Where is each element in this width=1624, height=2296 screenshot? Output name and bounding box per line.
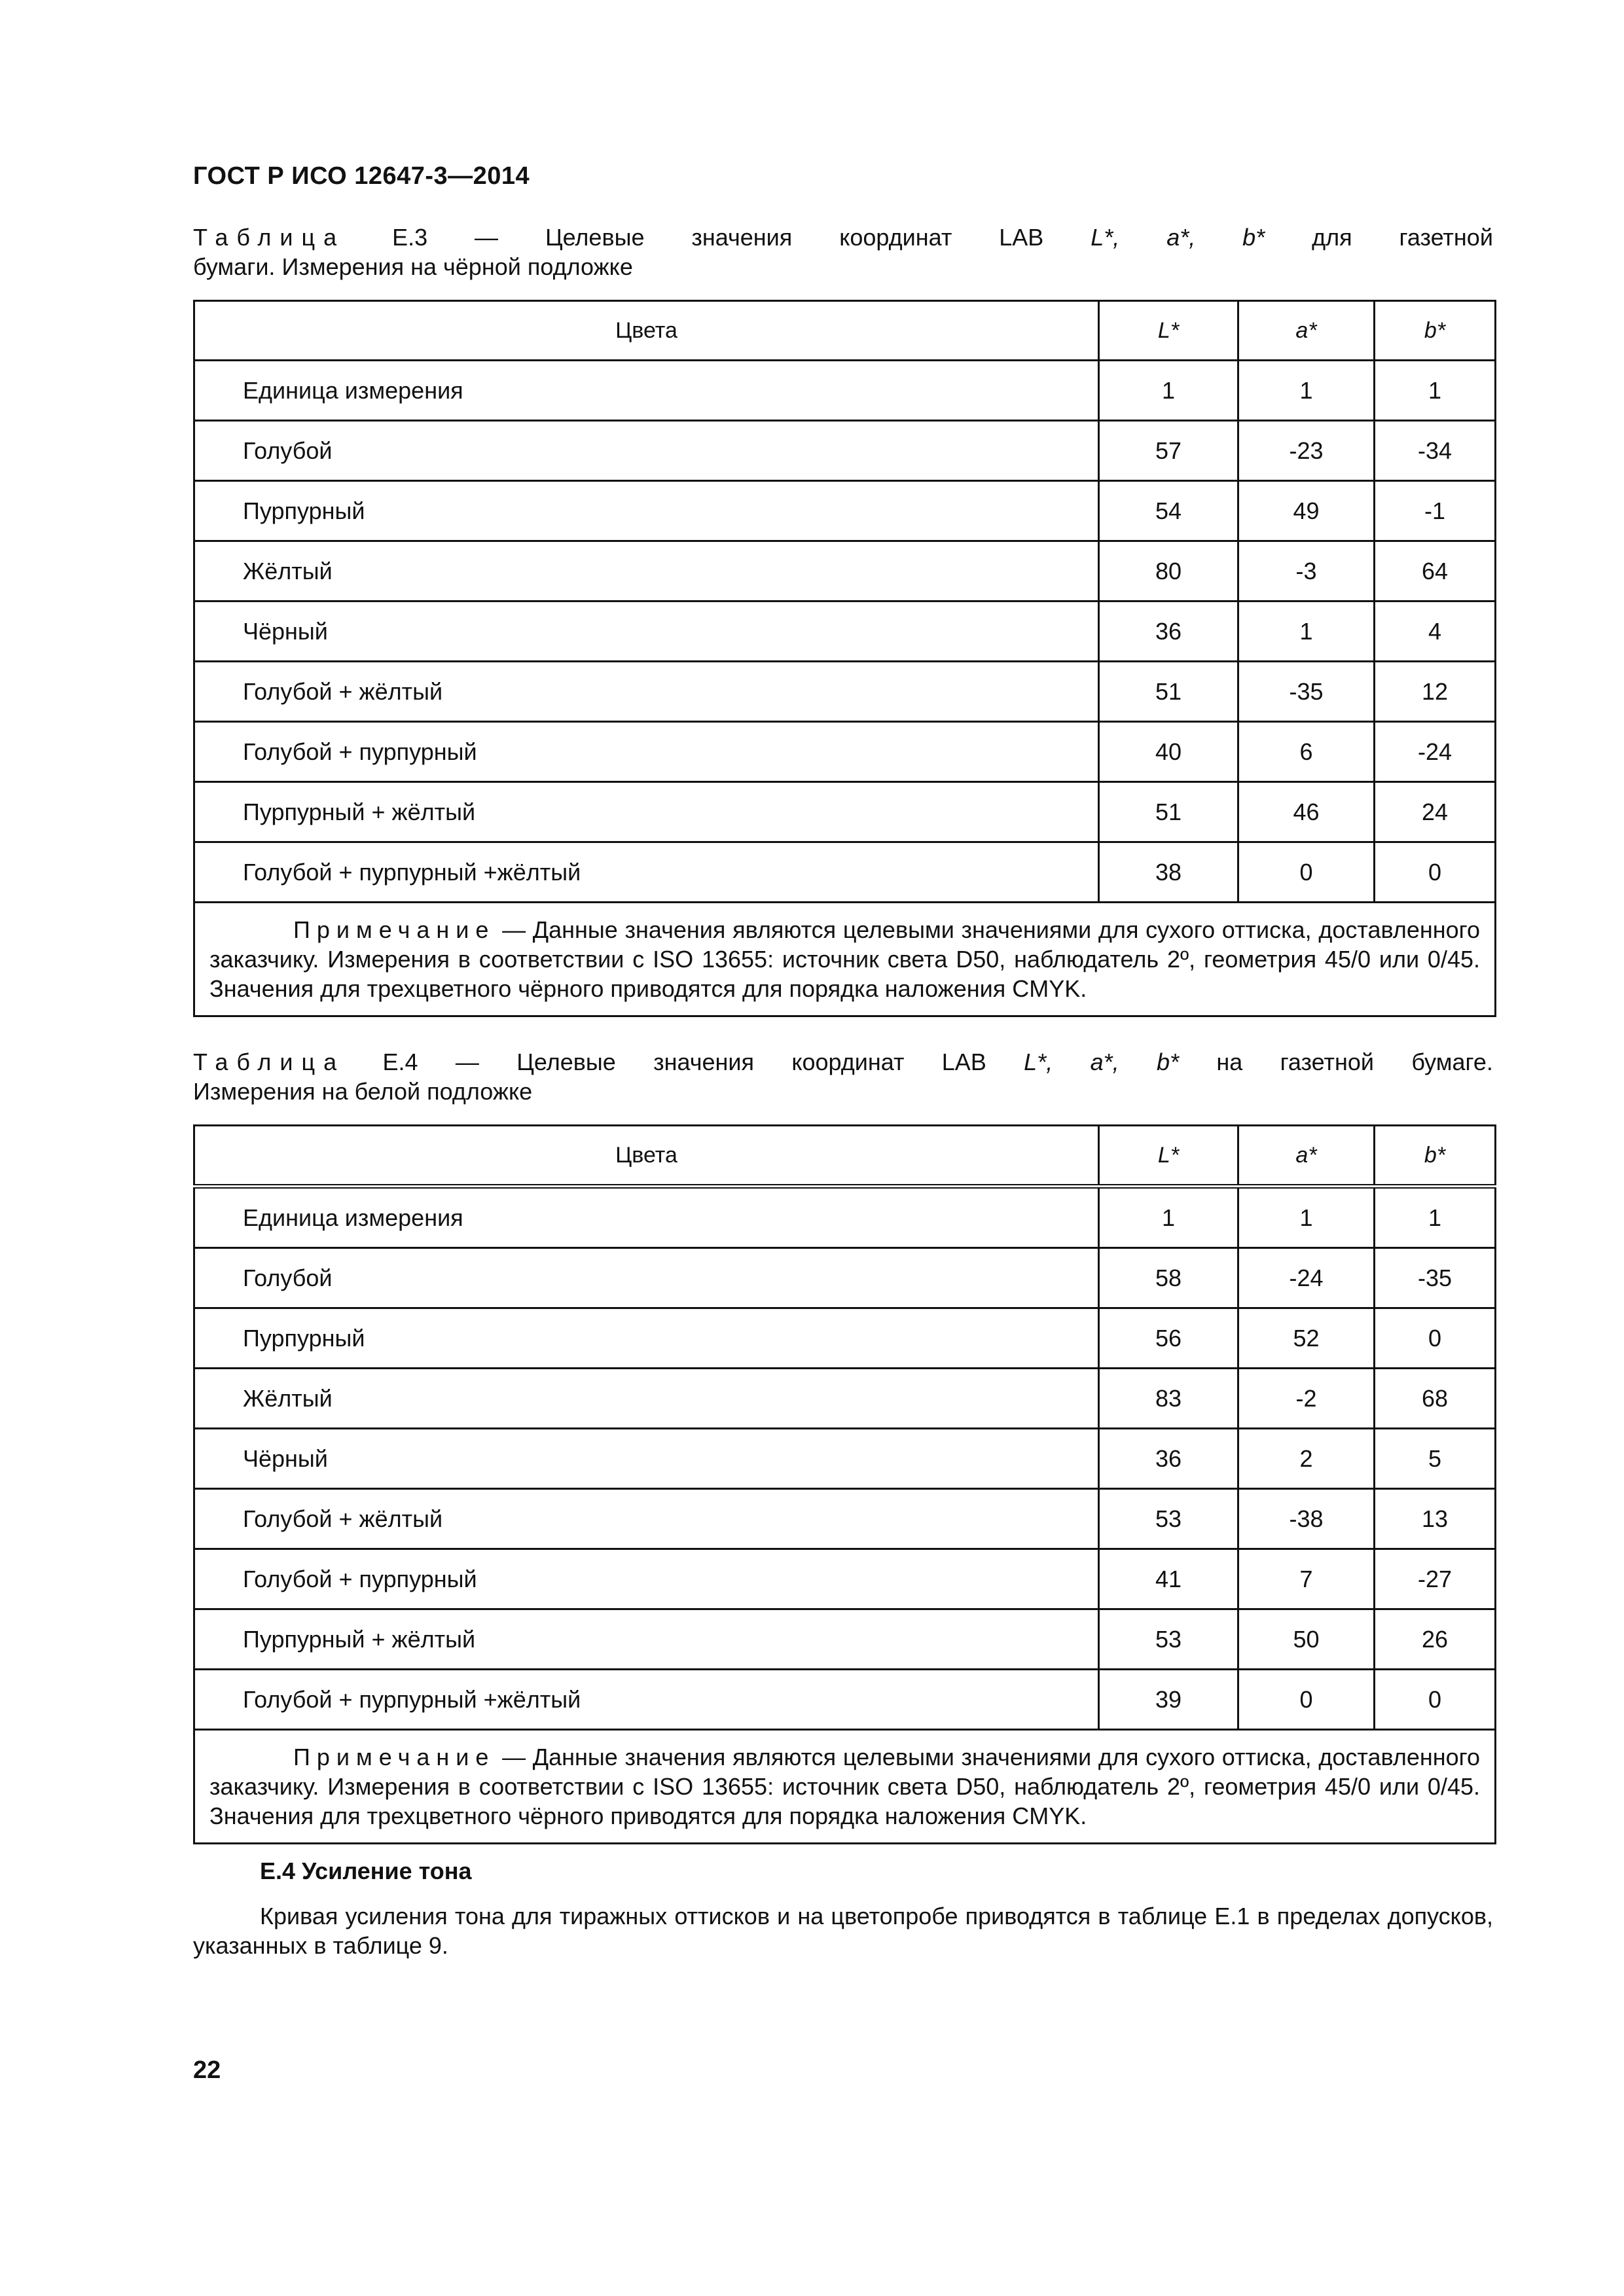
b-value-cell: -34 xyxy=(1375,421,1496,481)
column-header-colors: Цвета xyxy=(194,301,1099,361)
color-name-cell: Голубой xyxy=(194,421,1099,481)
section-body: Кривая усиления тона для тиражных оттисков и на цветопробе приводятся в таблице Е.1 в пределах допусков, указанных в таблице 9. xyxy=(193,1903,1493,1959)
caption-word: LAB xyxy=(941,1049,986,1075)
table-row xyxy=(194,1489,1496,1549)
color-name-cell: Голубой + пурпурный xyxy=(194,1549,1099,1609)
table-e4 xyxy=(193,1124,1496,1844)
table-row xyxy=(194,1609,1496,1670)
b-value-cell: -1 xyxy=(1375,481,1496,541)
a-value-cell: 6 xyxy=(1238,722,1375,782)
b-value-cell: 1 xyxy=(1375,361,1496,421)
color-name-cell: Пурпурный xyxy=(194,481,1099,541)
note-label: Примечание xyxy=(293,1744,496,1770)
caption-word: LAB xyxy=(999,224,1044,251)
table-row xyxy=(194,1248,1496,1308)
table-note-row xyxy=(194,1730,1496,1844)
table-header-row xyxy=(194,301,1496,361)
a-value-cell: 49 xyxy=(1238,481,1375,541)
l-value-cell: 40 xyxy=(1099,722,1238,782)
a-value-cell: -3 xyxy=(1238,541,1375,601)
caption-label: Таблица xyxy=(193,224,346,251)
table-e3-caption xyxy=(193,223,1493,281)
caption-word: на xyxy=(1216,1049,1243,1075)
color-name-cell: Голубой xyxy=(194,1248,1099,1308)
caption-number: Е.3 xyxy=(392,224,428,251)
caption-word: координат xyxy=(839,224,952,251)
table-row xyxy=(194,601,1496,662)
color-name-cell: Голубой + пурпурный xyxy=(194,722,1099,782)
caption-word: газетной xyxy=(1399,224,1493,251)
b-value-cell: 13 xyxy=(1375,1489,1496,1549)
table-row xyxy=(194,662,1496,722)
l-value-cell: 51 xyxy=(1099,782,1238,842)
color-name-cell: Чёрный xyxy=(194,1429,1099,1489)
l-value-cell: 53 xyxy=(1099,1489,1238,1549)
column-header-l: L* xyxy=(1099,301,1238,361)
b-value-cell: 1 xyxy=(1375,1187,1496,1248)
table-row xyxy=(194,481,1496,541)
color-name-cell: Чёрный xyxy=(194,601,1099,662)
note-label: Примечание xyxy=(293,916,496,943)
a-value-cell: 0 xyxy=(1238,842,1375,903)
b-value-cell: 12 xyxy=(1375,662,1496,722)
l-value-cell: 53 xyxy=(1099,1609,1238,1670)
table-row xyxy=(194,1670,1496,1730)
table-note-row xyxy=(194,903,1496,1016)
l-value-cell: 1 xyxy=(1099,1187,1238,1248)
b-value-cell: 0 xyxy=(1375,1308,1496,1369)
column-header-colors: Цвета xyxy=(194,1126,1099,1187)
table-row xyxy=(194,1429,1496,1489)
caption-a-star: a*, xyxy=(1166,224,1196,251)
column-header-a: a* xyxy=(1238,301,1375,361)
a-value-cell: 46 xyxy=(1238,782,1375,842)
l-value-cell: 36 xyxy=(1099,601,1238,662)
caption-word: значения xyxy=(691,224,793,251)
a-value-cell: 52 xyxy=(1238,1308,1375,1369)
caption-number: Е.4 xyxy=(382,1049,418,1075)
b-value-cell: 0 xyxy=(1375,1670,1496,1730)
b-value-cell: -35 xyxy=(1375,1248,1496,1308)
table-header-row xyxy=(194,1126,1496,1187)
a-value-cell: 50 xyxy=(1238,1609,1375,1670)
b-value-cell: 64 xyxy=(1375,541,1496,601)
table-e4-caption xyxy=(193,1047,1493,1106)
color-name-cell: Жёлтый xyxy=(194,1369,1099,1429)
section-heading: Е.4 Усиление тона xyxy=(260,1857,472,1884)
l-value-cell: 58 xyxy=(1099,1248,1238,1308)
caption-a-star: a*, xyxy=(1090,1049,1119,1075)
color-name-cell: Пурпурный + жёлтый xyxy=(194,782,1099,842)
l-value-cell: 54 xyxy=(1099,481,1238,541)
b-value-cell: 24 xyxy=(1375,782,1496,842)
caption-dash: — xyxy=(475,224,499,251)
b-value-cell: 68 xyxy=(1375,1369,1496,1429)
l-value-cell: 39 xyxy=(1099,1670,1238,1730)
l-value-cell: 38 xyxy=(1099,842,1238,903)
a-value-cell: 1 xyxy=(1238,601,1375,662)
caption-word: Целевые xyxy=(545,224,645,251)
table-note xyxy=(194,1730,1496,1844)
l-value-cell: 80 xyxy=(1099,541,1238,601)
table-note xyxy=(194,903,1496,1016)
b-value-cell: -24 xyxy=(1375,722,1496,782)
table-row xyxy=(194,361,1496,421)
color-name-cell: Голубой + жёлтый xyxy=(194,1489,1099,1549)
document-header: ГОСТ Р ИСО 12647-3—2014 xyxy=(193,162,530,190)
l-value-cell: 57 xyxy=(1099,421,1238,481)
a-value-cell: 0 xyxy=(1238,1670,1375,1730)
caption-b-star: b* xyxy=(1242,224,1265,251)
caption-word: для xyxy=(1312,224,1352,251)
a-value-cell: -38 xyxy=(1238,1489,1375,1549)
table-row xyxy=(194,782,1496,842)
l-value-cell: 36 xyxy=(1099,1429,1238,1489)
a-value-cell: 1 xyxy=(1238,361,1375,421)
note-text: — Данные значения являются целевыми значениями для сухого оттиска, доставленного заказчику. Измерения в соответствии с ISO 13655: источник света D50, наблюдатель 2º, геометрия 45/0 или 0/45. Значения для трехцветного чёрного приводятся для порядка наложения CMYK. xyxy=(209,1744,1480,1829)
b-value-cell: 5 xyxy=(1375,1429,1496,1489)
caption-word: Целевые xyxy=(516,1049,616,1075)
color-name-cell: Единица измерения xyxy=(194,1187,1099,1248)
caption-dash: — xyxy=(455,1049,479,1075)
caption-word: газетной xyxy=(1280,1049,1374,1075)
caption-label: Таблица xyxy=(193,1049,346,1075)
table-row xyxy=(194,1308,1496,1369)
a-value-cell: 1 xyxy=(1238,1187,1375,1248)
table-row xyxy=(194,1369,1496,1429)
b-value-cell: 0 xyxy=(1375,842,1496,903)
caption-l-star: L*, xyxy=(1091,224,1120,251)
b-value-cell: 26 xyxy=(1375,1609,1496,1670)
caption-l-star: L*, xyxy=(1024,1049,1053,1075)
color-name-cell: Голубой + пурпурный +жёлтый xyxy=(194,1670,1099,1730)
table-row xyxy=(194,1187,1496,1248)
column-header-l: L* xyxy=(1099,1126,1238,1187)
a-value-cell: -24 xyxy=(1238,1248,1375,1308)
caption-b-star: b* xyxy=(1156,1049,1179,1075)
b-value-cell: 4 xyxy=(1375,601,1496,662)
color-name-cell: Голубой + пурпурный +жёлтый xyxy=(194,842,1099,903)
a-value-cell: -2 xyxy=(1238,1369,1375,1429)
caption-line-2: бумаги. Измерения на чёрной подложке xyxy=(193,253,633,280)
note-text: — Данные значения являются целевыми значениями для сухого оттиска, доставленного заказчику. Измерения в соответствии с ISO 13655: источник света D50, наблюдатель 2º, геометрия 45/0 или 0/45. Значения для трехцветного чёрного приводятся для порядка наложения CMYK. xyxy=(209,916,1480,1002)
caption-word: бумаге. xyxy=(1411,1049,1493,1075)
column-header-a: a* xyxy=(1238,1126,1375,1187)
l-value-cell: 56 xyxy=(1099,1308,1238,1369)
table-e3 xyxy=(193,300,1496,1017)
column-header-b: b* xyxy=(1375,301,1496,361)
table-row xyxy=(194,541,1496,601)
table-row xyxy=(194,722,1496,782)
color-name-cell: Пурпурный xyxy=(194,1308,1099,1369)
table-row xyxy=(194,842,1496,903)
page-number: 22 xyxy=(193,2056,221,2084)
a-value-cell: 2 xyxy=(1238,1429,1375,1489)
a-value-cell: 7 xyxy=(1238,1549,1375,1609)
a-value-cell: -35 xyxy=(1238,662,1375,722)
l-value-cell: 51 xyxy=(1099,662,1238,722)
b-value-cell: -27 xyxy=(1375,1549,1496,1609)
color-name-cell: Жёлтый xyxy=(194,541,1099,601)
color-name-cell: Голубой + жёлтый xyxy=(194,662,1099,722)
a-value-cell: -23 xyxy=(1238,421,1375,481)
l-value-cell: 1 xyxy=(1099,361,1238,421)
caption-word: значения xyxy=(653,1049,754,1075)
caption-line-2: Измерения на белой подложке xyxy=(193,1078,533,1105)
color-name-cell: Пурпурный + жёлтый xyxy=(194,1609,1099,1670)
column-header-b: b* xyxy=(1375,1126,1496,1187)
table-row xyxy=(194,1549,1496,1609)
caption-word: координат xyxy=(791,1049,905,1075)
color-name-cell: Единица измерения xyxy=(194,361,1099,421)
l-value-cell: 83 xyxy=(1099,1369,1238,1429)
table-row xyxy=(194,421,1496,481)
l-value-cell: 41 xyxy=(1099,1549,1238,1609)
